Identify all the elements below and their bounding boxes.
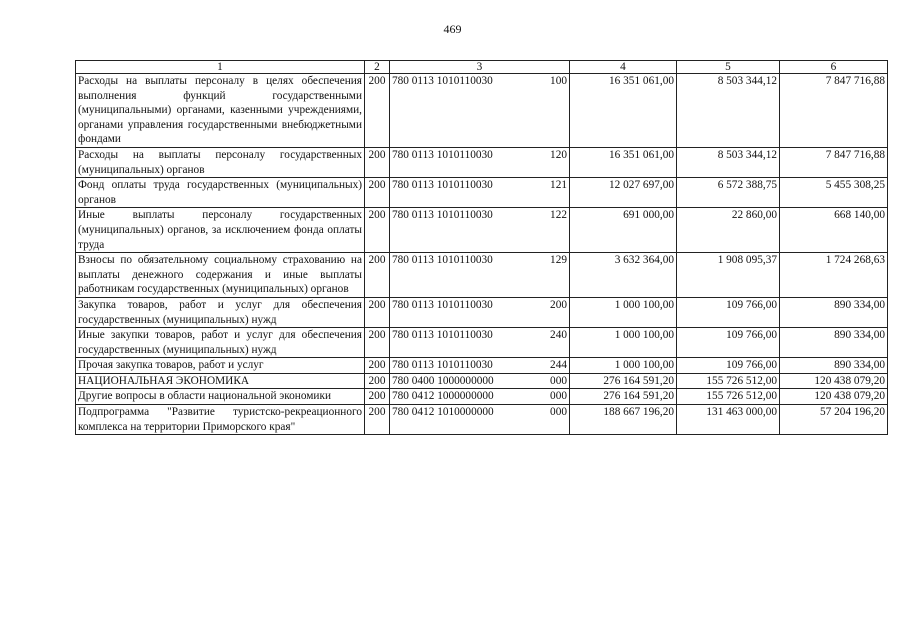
row-code-cell (390, 297, 570, 327)
row-col6-amount: 1 724 268,63 (780, 253, 888, 298)
row-col4-amount: 188 667 196,20 (570, 405, 677, 435)
row-col6-amount: 7 847 716,88 (780, 74, 888, 148)
row-code-cell (390, 178, 570, 208)
expense-type-code: 121 (550, 179, 567, 192)
row-col2-cell: 200 (365, 147, 390, 177)
row-col4-amount: 16 351 061,00 (570, 74, 677, 148)
expense-type-code: 122 (550, 209, 567, 222)
row-col5-amount: 1 908 095,37 (677, 253, 780, 298)
row-col4-amount: 3 632 364,00 (570, 253, 677, 298)
budget-classification-code: 780 0113 1010110030 (392, 254, 493, 267)
column-header: 6 (780, 61, 888, 74)
row-name-cell: Иные выплаты персоналу государственных (муниципальных) органов, за исключением фонда оплаты труда (76, 208, 365, 253)
budget-classification-code: 780 0113 1010110030 (392, 148, 493, 161)
row-col6-amount: 7 847 716,88 (780, 147, 888, 177)
row-col6-amount: 890 334,00 (780, 328, 888, 358)
row-col6-amount: 668 140,00 (780, 208, 888, 253)
budget-classification-code: 780 0400 1000000000 (392, 374, 494, 387)
row-col4-amount: 1 000 100,00 (570, 328, 677, 358)
row-col5-amount: 6 572 388,75 (677, 178, 780, 208)
expense-type-code: 100 (550, 75, 567, 87)
row-col4-amount: 1 000 100,00 (570, 358, 677, 374)
row-name-cell: Закупка товаров, работ и услуг для обеспечения государственных (муниципальных) нужд (76, 297, 365, 327)
table-row (76, 389, 888, 405)
row-col5-amount: 109 766,00 (677, 297, 780, 327)
row-col2-cell: 200 (365, 297, 390, 327)
row-col5-amount: 22 860,00 (677, 208, 780, 253)
row-col5-amount: 131 463 000,00 (677, 405, 780, 435)
budget-table (75, 60, 888, 435)
row-name-cell: Расходы на выплаты персоналу государственных (муниципальных) органов (76, 147, 365, 177)
expense-type-code: 200 (550, 298, 567, 311)
row-col5-amount: 8 503 344,12 (677, 74, 780, 148)
row-col4-amount: 276 164 591,20 (570, 389, 677, 405)
expense-type-code: 244 (550, 359, 567, 372)
table-row (76, 147, 888, 177)
row-col2-cell: 200 (365, 178, 390, 208)
row-col4-amount: 1 000 100,00 (570, 297, 677, 327)
row-col2-cell: 200 (365, 358, 390, 374)
row-col4-amount: 12 027 697,00 (570, 178, 677, 208)
row-code-cell (390, 358, 570, 374)
expense-type-code: 120 (550, 148, 567, 161)
row-col6-amount: 57 204 196,20 (780, 405, 888, 435)
row-col2-cell: 200 (365, 373, 390, 389)
row-col5-amount: 155 726 512,00 (677, 389, 780, 405)
row-name-cell: Взносы по обязательному социальному страхованию на выплаты денежного содержания и иные выплаты работникам государственных (муниципальных) органов (76, 253, 365, 298)
expense-type-code: 000 (550, 390, 567, 403)
row-col2-cell: 200 (365, 74, 390, 148)
row-col2-cell: 200 (365, 405, 390, 435)
row-col2-cell: 200 (365, 208, 390, 253)
table-row (76, 297, 888, 327)
row-name-cell: Прочая закупка товаров, работ и услуг (76, 358, 365, 374)
row-col2-cell: 200 (365, 328, 390, 358)
page-number: 469 (443, 22, 462, 36)
row-col6-amount: 120 438 079,20 (780, 389, 888, 405)
row-code-cell (390, 208, 570, 253)
row-code-cell (390, 328, 570, 358)
budget-classification-code: 780 0412 1000000000 (392, 390, 494, 403)
row-col6-amount: 5 455 308,25 (780, 178, 888, 208)
table-row (76, 373, 888, 389)
column-header: 5 (677, 61, 780, 74)
column-header: 3 (390, 61, 570, 74)
row-col6-amount: 120 438 079,20 (780, 373, 888, 389)
budget-classification-code: 780 0113 1010110030 (392, 359, 493, 372)
row-col5-amount: 109 766,00 (677, 358, 780, 374)
row-col4-amount: 276 164 591,20 (570, 373, 677, 389)
expense-type-code: 000 (550, 374, 567, 387)
row-col5-amount: 155 726 512,00 (677, 373, 780, 389)
column-header: 2 (365, 61, 390, 74)
table-row (76, 208, 888, 253)
row-col4-amount: 16 351 061,00 (570, 147, 677, 177)
row-code-cell (390, 405, 570, 435)
row-code-cell (390, 147, 570, 177)
row-name-cell: НАЦИОНАЛЬНАЯ ЭКОНОМИКА (76, 373, 365, 389)
row-col5-amount: 8 503 344,12 (677, 147, 780, 177)
row-code-cell (390, 389, 570, 405)
table-row (76, 405, 888, 435)
column-header: 1 (76, 61, 365, 74)
row-name-cell: Расходы на выплаты персоналу в целях обеспечения выполнения функций государственными (муниципальными) органами, казенными учреждениями, органами управления государственными внебюджетными фондами (76, 74, 365, 148)
table-row (76, 328, 888, 358)
row-code-cell (390, 253, 570, 298)
table-row (76, 253, 888, 298)
row-col6-amount: 890 334,00 (780, 358, 888, 374)
row-col6-amount: 890 334,00 (780, 297, 888, 327)
budget-classification-code: 780 0113 1010110030 (392, 179, 493, 192)
budget-classification-code: 780 0113 1010110030 (392, 298, 493, 311)
table-row (76, 74, 888, 148)
budget-classification-code: 780 0113 1010110030 (392, 75, 493, 87)
row-name-cell: Фонд оплаты труда государственных (муниципальных) органов (76, 178, 365, 208)
expense-type-code: 129 (550, 254, 567, 267)
column-header: 4 (570, 61, 677, 74)
row-col2-cell: 200 (365, 253, 390, 298)
row-col4-amount: 691 000,00 (570, 208, 677, 253)
row-code-cell (390, 373, 570, 389)
row-col2-cell: 200 (365, 389, 390, 405)
row-name-cell: Подпрограмма "Развитие туристско-рекреационного комплекса на территории Приморского края" (76, 405, 365, 435)
row-code-cell (390, 74, 570, 148)
budget-classification-code: 780 0113 1010110030 (392, 329, 493, 342)
table-header-row (76, 61, 888, 74)
row-name-cell: Иные закупки товаров, работ и услуг для обеспечения государственных (муниципальных) нужд (76, 328, 365, 358)
table-row (76, 178, 888, 208)
expense-type-code: 000 (550, 406, 567, 419)
expense-type-code: 240 (550, 329, 567, 342)
row-col5-amount: 109 766,00 (677, 328, 780, 358)
budget-classification-code: 780 0113 1010110030 (392, 209, 493, 222)
budget-classification-code: 780 0412 1010000000 (392, 406, 494, 419)
table-row (76, 358, 888, 374)
row-name-cell: Другие вопросы в области национальной экономики (76, 389, 365, 405)
